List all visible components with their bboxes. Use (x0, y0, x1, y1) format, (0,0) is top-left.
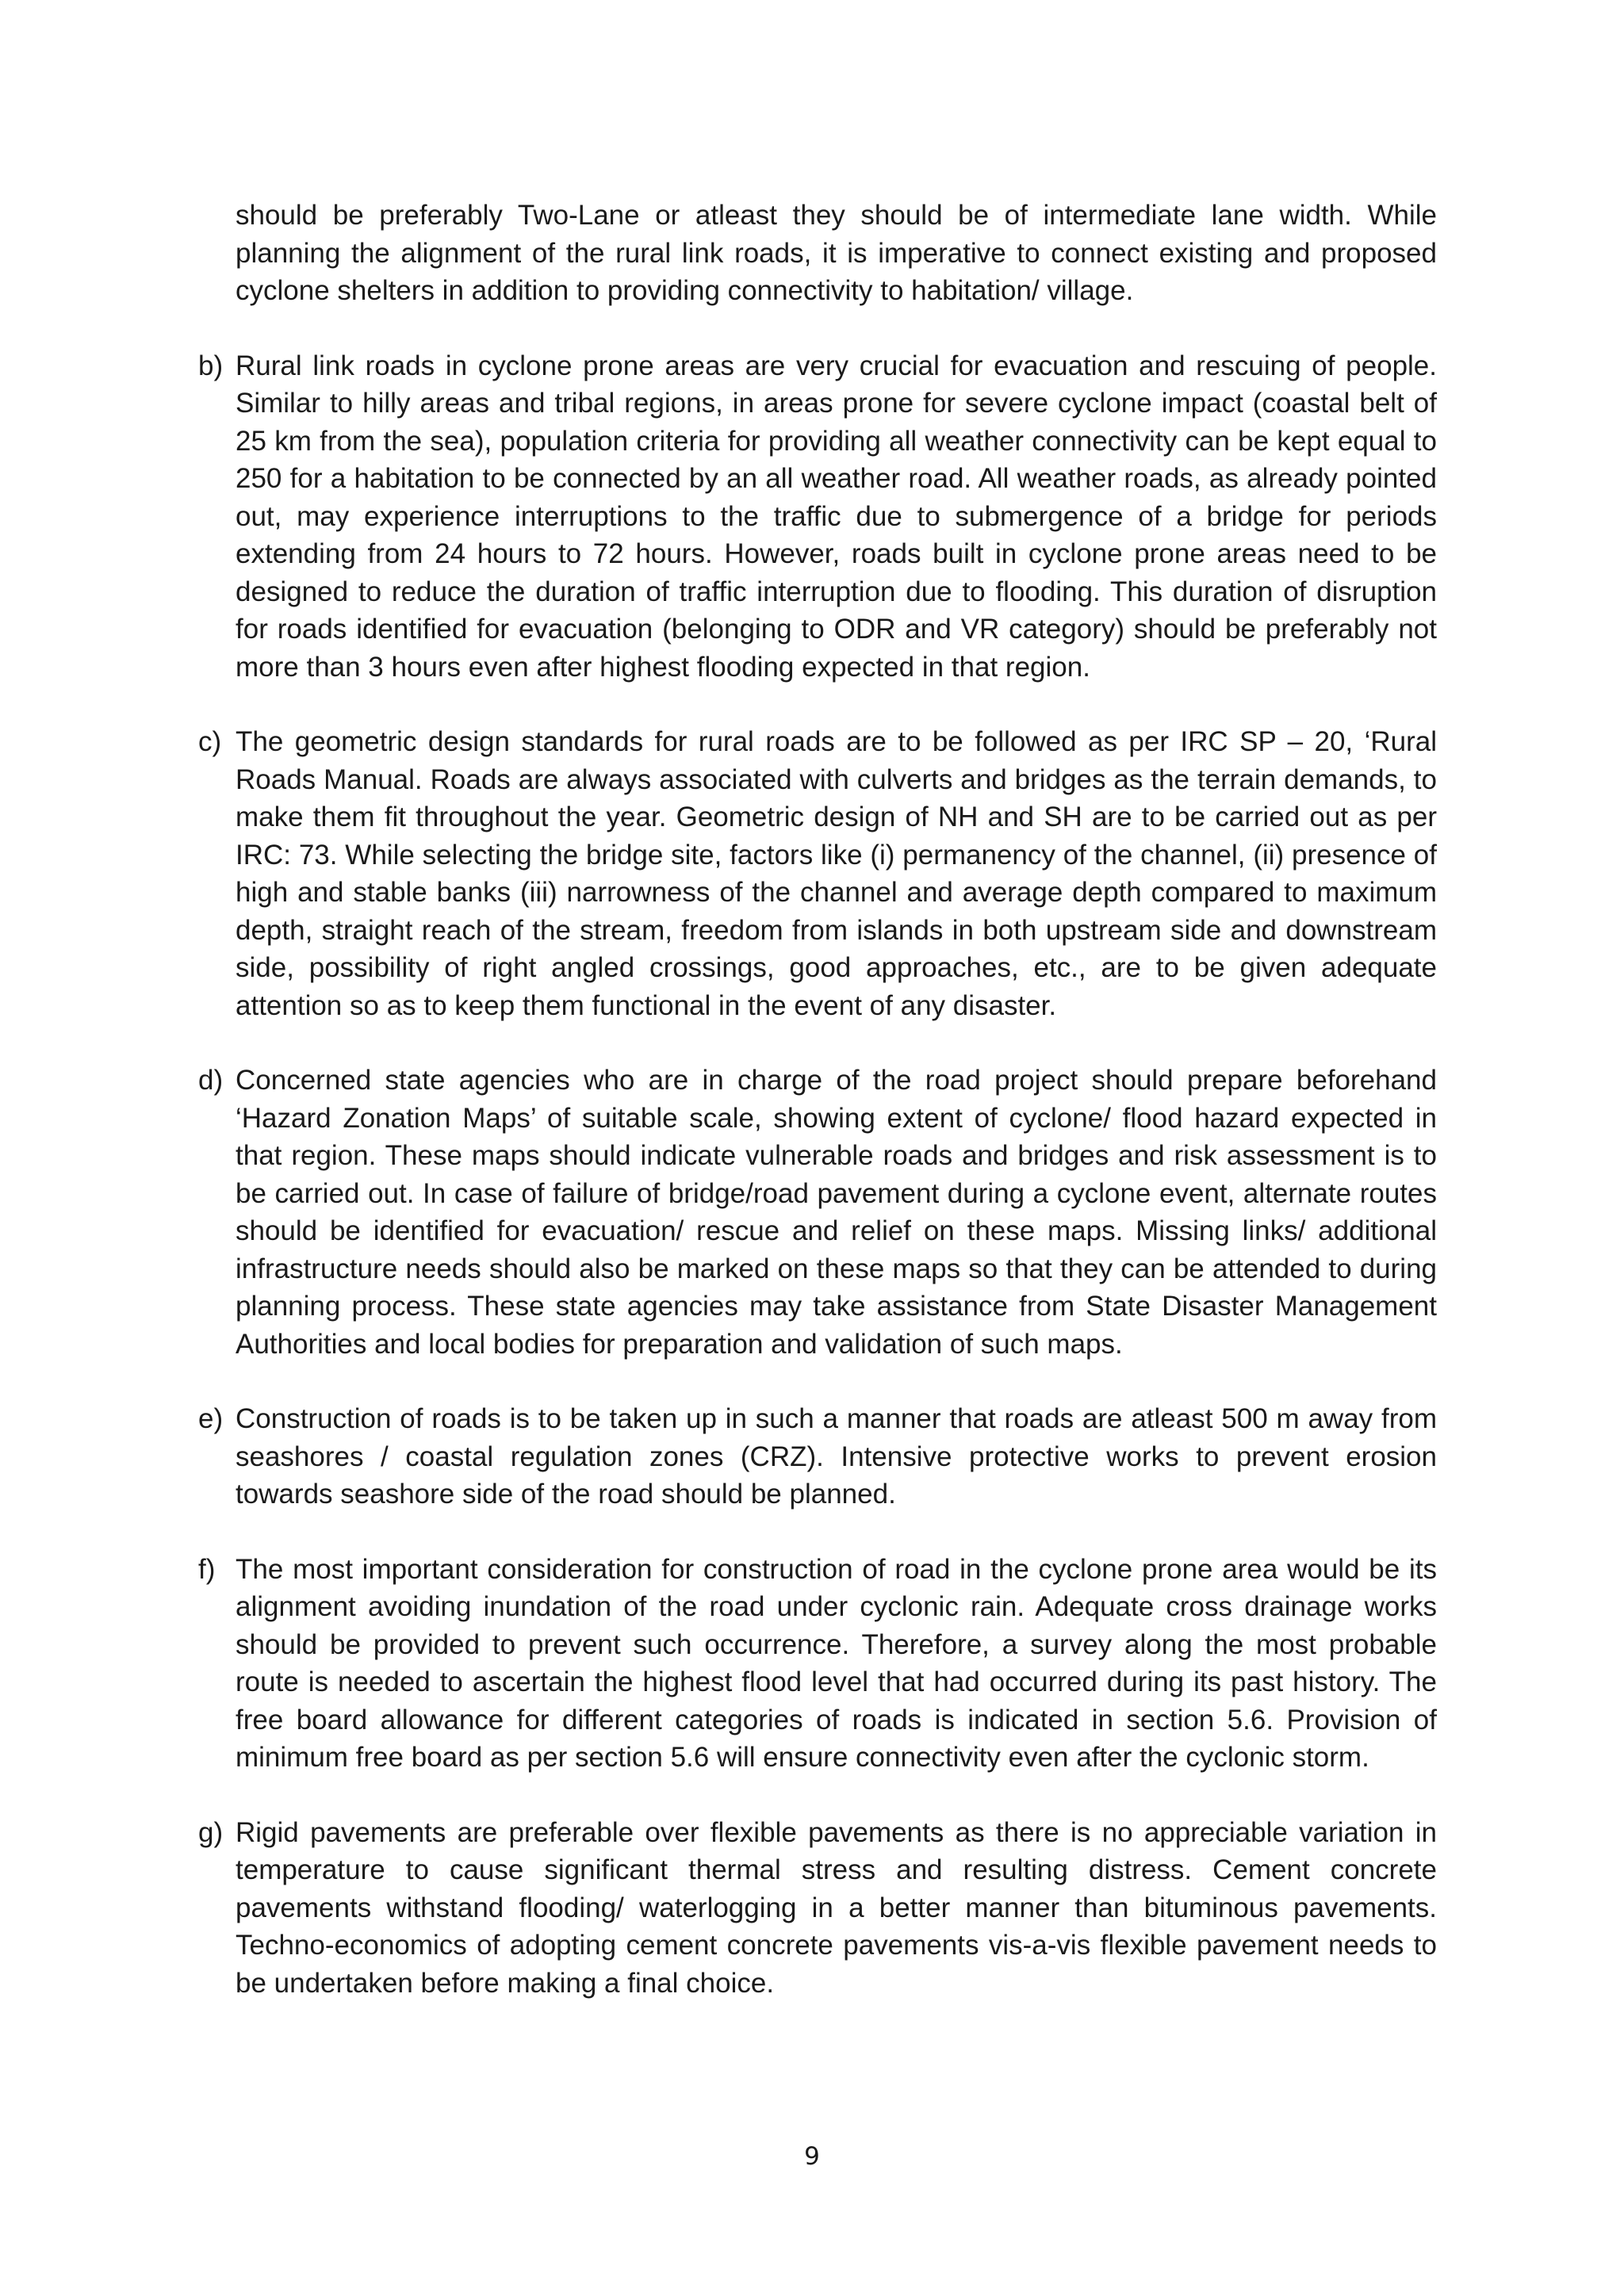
list-marker: d) (198, 1065, 224, 1096)
list-item-c (198, 723, 1437, 1024)
list-marker: e) (198, 1403, 224, 1434)
list-item-text: Concerned state agencies who are in charge of the road project should prepare beforehand ‘Hazard Zonation Maps’ of suitable scale, showing extent of cyclone/ flood hazard expected in that region. These maps should indicate vulnerable roads and bridges and risk assessment is to be carried out. In case of failure of bridge/road pavement during a cyclone event, alternate routes should be identified for evacuation/ rescue and relief on these maps. Missing links/ additional infrastructure needs should also be marked on these maps so that they can be attended to during planning process. These state agencies may take assistance from State Disaster Management Authorities and local bodies for preparation and validation of such maps. (236, 1065, 1437, 1360)
list-marker: c) (198, 726, 222, 757)
intro-paragraph: should be preferably Two-Lane or atleast they should be of intermediate lane width. While planning the alignment of the rural link roads, it is imperative to connect existing and proposed cyclone shelters in addition to providing connectivity to habitation/ village. (236, 200, 1437, 306)
page-content (198, 197, 1437, 2002)
list-item-e (198, 1400, 1437, 1513)
list-item-f (198, 1551, 1437, 1777)
list-item-g (198, 1814, 1437, 2003)
list-item-text: The most important consideration for construction of road in the cyclone prone area would be its alignment avoiding inundation of the road under cyclonic rain. Adequate cross drainage works should be provided to prevent such occurrence. Therefore, a survey along the most probable route is needed to ascertain the highest flood level that had occurred during its past history. The free board allowance for different categories of roads is indicated in section 5.6. Provision of minimum free board as per section 5.6 will ensure connectivity even after the cyclonic storm. (236, 1553, 1437, 1773)
list-item-b (198, 347, 1437, 687)
list-item-text: Rigid pavements are preferable over flexible pavements as there is no appreciable variation in temperature to cause significant thermal stress and resulting distress. Cement concrete pavements withstand flooding/ waterlogging in a better manner than bituminous pavements. Techno-economics of adopting cement concrete pavements vis-a-vis flexible pavement needs to be undertaken before making a final choice. (236, 1816, 1437, 1999)
list-marker: b) (198, 350, 224, 381)
list-item-d (198, 1062, 1437, 1363)
list-marker: f) (198, 1553, 216, 1585)
list-marker: g) (198, 1816, 224, 1848)
list-item-text: The geometric design standards for rural roads are to be followed as per IRC SP – 20, ‘Rural Roads Manual. Roads are always associated with culverts and bridges as the terrain demands, to make them fit throughout the year. Geometric design of NH and SH are to be carried out as per IRC: 73. While selecting the bridge site, factors like (i) permanency of the channel, (ii) presence of high and stable banks (iii) narrowness of the channel and average depth compared to maximum depth, straight reach of the stream, freedom from islands in both upstream side and downstream side, possibility of right angled crossings, good approaches, etc., are to be given adequate attention so as to keep them functional in the event of any disaster. (236, 726, 1437, 1021)
list-item-text: Rural link roads in cyclone prone areas are very crucial for evacuation and rescuing of people. Similar to hilly areas and tribal regions, in areas prone for severe cyclone impact (coastal belt of 25 km from the sea), population criteria for providing all weather connectivity can be kept equal to 250 for a habitation to be connected by an all weather road. All weather roads, as already pointed out, may experience interruptions to the traffic due to submergence of a bridge for periods extending from 24 hours to 72 hours. However, roads built in cyclone prone areas need to be designed to reduce the duration of traffic interruption due to flooding. This duration of disruption for roads identified for evacuation (belonging to ODR and VR category) should be preferably not more than 3 hours even after highest flooding expected in that region. (236, 350, 1437, 683)
page-number: 9 (804, 2142, 820, 2171)
list-item-text: Construction of roads is to be taken up in such a manner that roads are atleast 500 m away from seashores / coastal regulation zones (CRZ). Intensive protective works to prevent erosion towards seashore side of the road should be planned. (236, 1403, 1437, 1510)
